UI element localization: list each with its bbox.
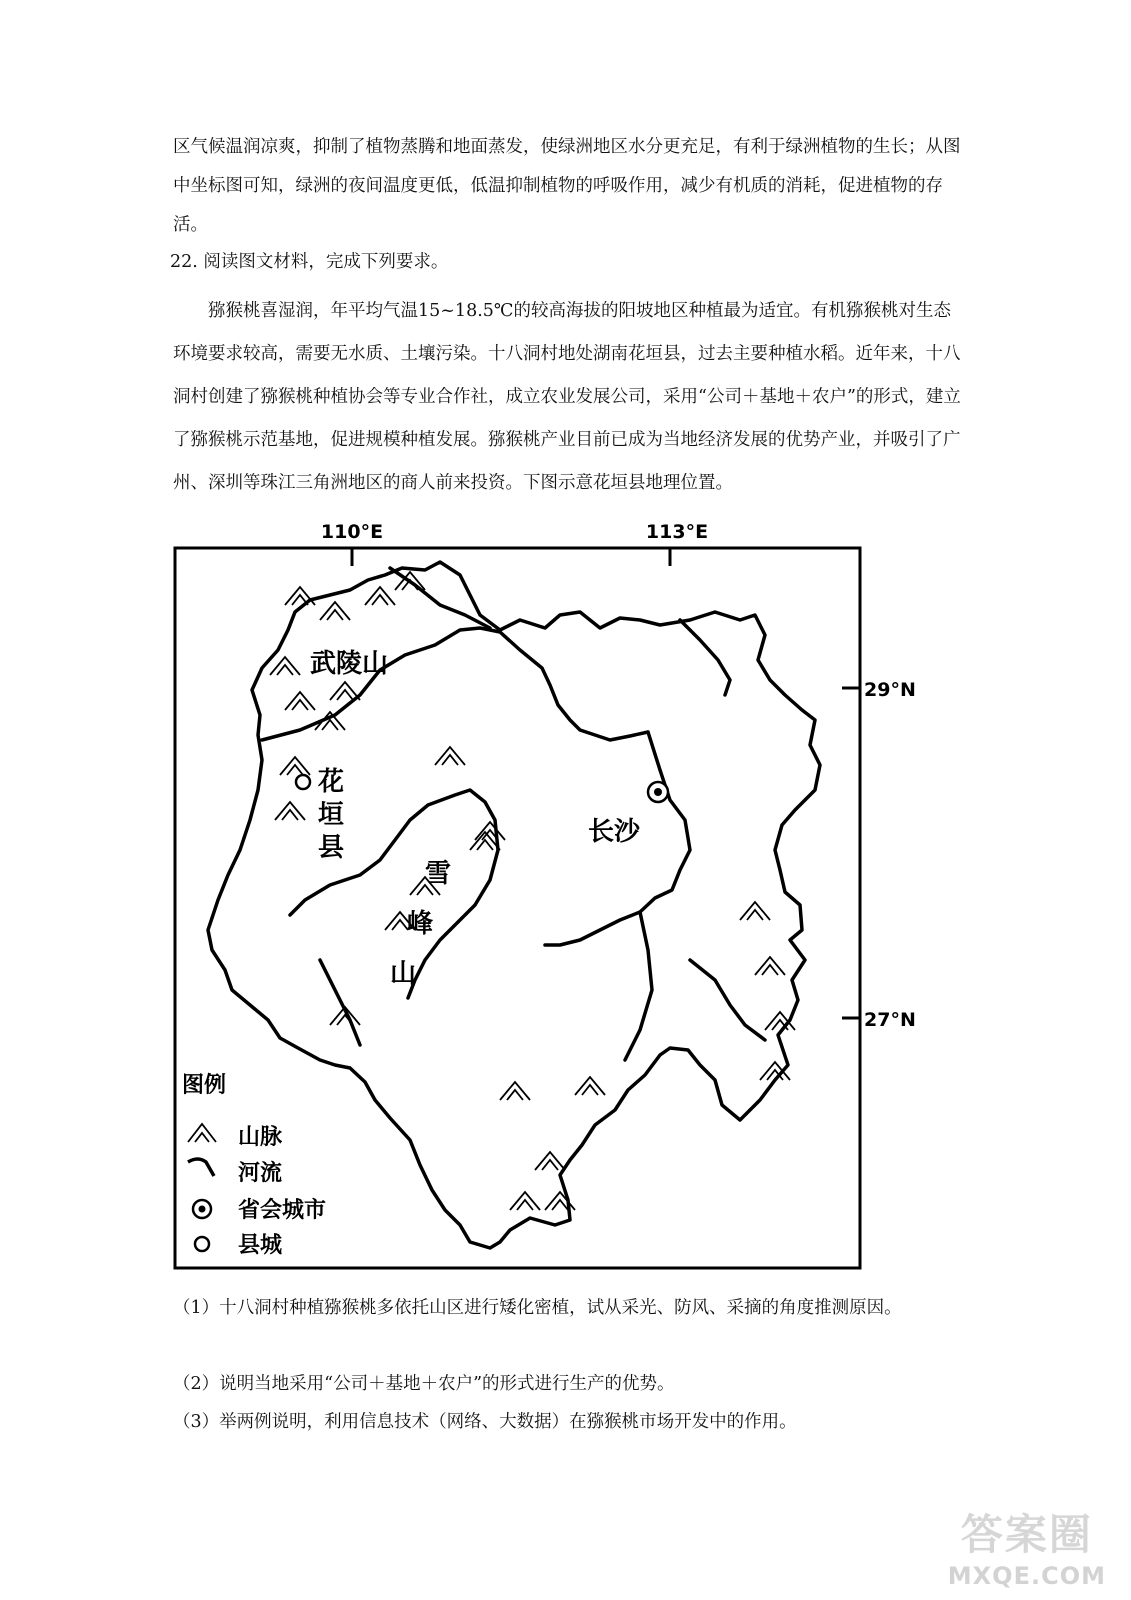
mountain-icon bbox=[510, 1192, 540, 1210]
intro-paragraph: 区气候温润凉爽，抑制了植物蒸腾和地面蒸发，使绿洲地区水分更充足，有利于绿洲植物的生长；从图中坐标图可知，绿洲的夜间温度更低，低温抑制植物的呼吸作用，减少有机质的消耗，促进植物的存活。 bbox=[173, 137, 961, 235]
river-west-branch bbox=[320, 960, 360, 1045]
legend-item-mountain: 山脉 bbox=[238, 1125, 283, 1150]
label-huayuan-1: 花 bbox=[318, 767, 345, 797]
mountain-icon bbox=[575, 1077, 605, 1095]
mountain-icon bbox=[500, 1082, 530, 1100]
mountain-icon bbox=[285, 587, 315, 605]
mountain-icon bbox=[275, 802, 305, 820]
material-text: 猕猴桃喜湿润，年平均气温15~18.5℃的较高海拔的阳坡地区种植最为适宜。有机猕猴桃对生态环境要求较高，需要无水质、土壤污染。十八洞村地处湖南花垣县，过去主要种植水稻。近年来，十八洞村创建了猕猴桃种植协会等专业合作社，成立农业发展公司，采用“公司＋基地＋农户”的形式，建立了猕猴桃示范基地，促进规模种植发展。猕猴桃产业目前已成为当地经济发展的优势产业，并吸引了广州、深圳等珠江三角洲地区的商人前来投资。下图示意花垣县地理位置。 bbox=[173, 301, 961, 493]
legend-title: 图例 bbox=[182, 1073, 227, 1098]
label-xuefeng-2: 峰 bbox=[407, 909, 434, 939]
question-3: （3）举两例说明，利用信息技术（网络、大数据）在猕猴桃市场开发中的作用。 bbox=[173, 1412, 797, 1432]
map-frame bbox=[175, 548, 860, 1268]
label-xuefeng-1: 雪 bbox=[425, 859, 452, 889]
site-watermark bbox=[948, 1502, 1106, 1590]
huayuan-county-marker bbox=[296, 775, 310, 789]
mountain-icon bbox=[270, 657, 300, 675]
hunan-map bbox=[170, 520, 950, 1280]
river-south-1 bbox=[625, 912, 652, 1060]
question-22-heading: 22. 阅读图文材料，完成下列要求。 bbox=[170, 252, 449, 272]
watermark-logo-text: 答案圈 bbox=[960, 1510, 1093, 1559]
mountain-icon bbox=[365, 587, 395, 605]
mountain-icon bbox=[320, 602, 350, 620]
map-legend bbox=[182, 1073, 326, 1258]
question-2: （2）说明当地采用“公司＋基地＋农户”的形式进行生产的优势。 bbox=[173, 1374, 675, 1394]
mountain-icon bbox=[545, 1192, 575, 1210]
legend-county-icon bbox=[195, 1237, 209, 1251]
question-1: （1）十八洞村种植猕猴桃多依托山区进行矮化密植，试从采光、防风、采摘的角度推测原因。 bbox=[173, 1298, 902, 1318]
lat-label-27: 27°N bbox=[864, 1009, 916, 1031]
legend-item-river: 河流 bbox=[238, 1161, 283, 1186]
legend-item-capital: 省会城市 bbox=[238, 1198, 327, 1223]
lon-label-110: 110°E bbox=[320, 521, 384, 543]
lat-label-29: 29°N bbox=[864, 679, 916, 701]
mountain-icon bbox=[535, 1152, 565, 1170]
legend-river-icon bbox=[188, 1159, 214, 1176]
mountain-icon bbox=[740, 902, 770, 920]
river-south-2 bbox=[690, 960, 765, 1040]
label-huayuan-2: 垣 bbox=[318, 800, 345, 830]
watermark-url: MXQE.COM bbox=[947, 1562, 1106, 1590]
label-wulingshan: 武陵山 bbox=[310, 649, 389, 679]
label-xuefeng-3: 山 bbox=[390, 959, 417, 989]
label-changsha: 长沙 bbox=[588, 817, 641, 847]
mountain-icon bbox=[435, 747, 465, 765]
mountain-icon bbox=[755, 957, 785, 975]
mountain-icon bbox=[280, 757, 310, 775]
river-upper-east bbox=[680, 620, 730, 695]
legend-item-county: 县城 bbox=[238, 1233, 283, 1258]
changsha-marker-dot bbox=[654, 788, 662, 796]
legend-mountain-icon bbox=[188, 1124, 216, 1142]
mountain-icon bbox=[285, 692, 315, 710]
lon-label-113: 113°E bbox=[645, 521, 709, 543]
label-huayuan-3: 县 bbox=[318, 833, 345, 863]
mountain-icon bbox=[760, 1062, 790, 1080]
